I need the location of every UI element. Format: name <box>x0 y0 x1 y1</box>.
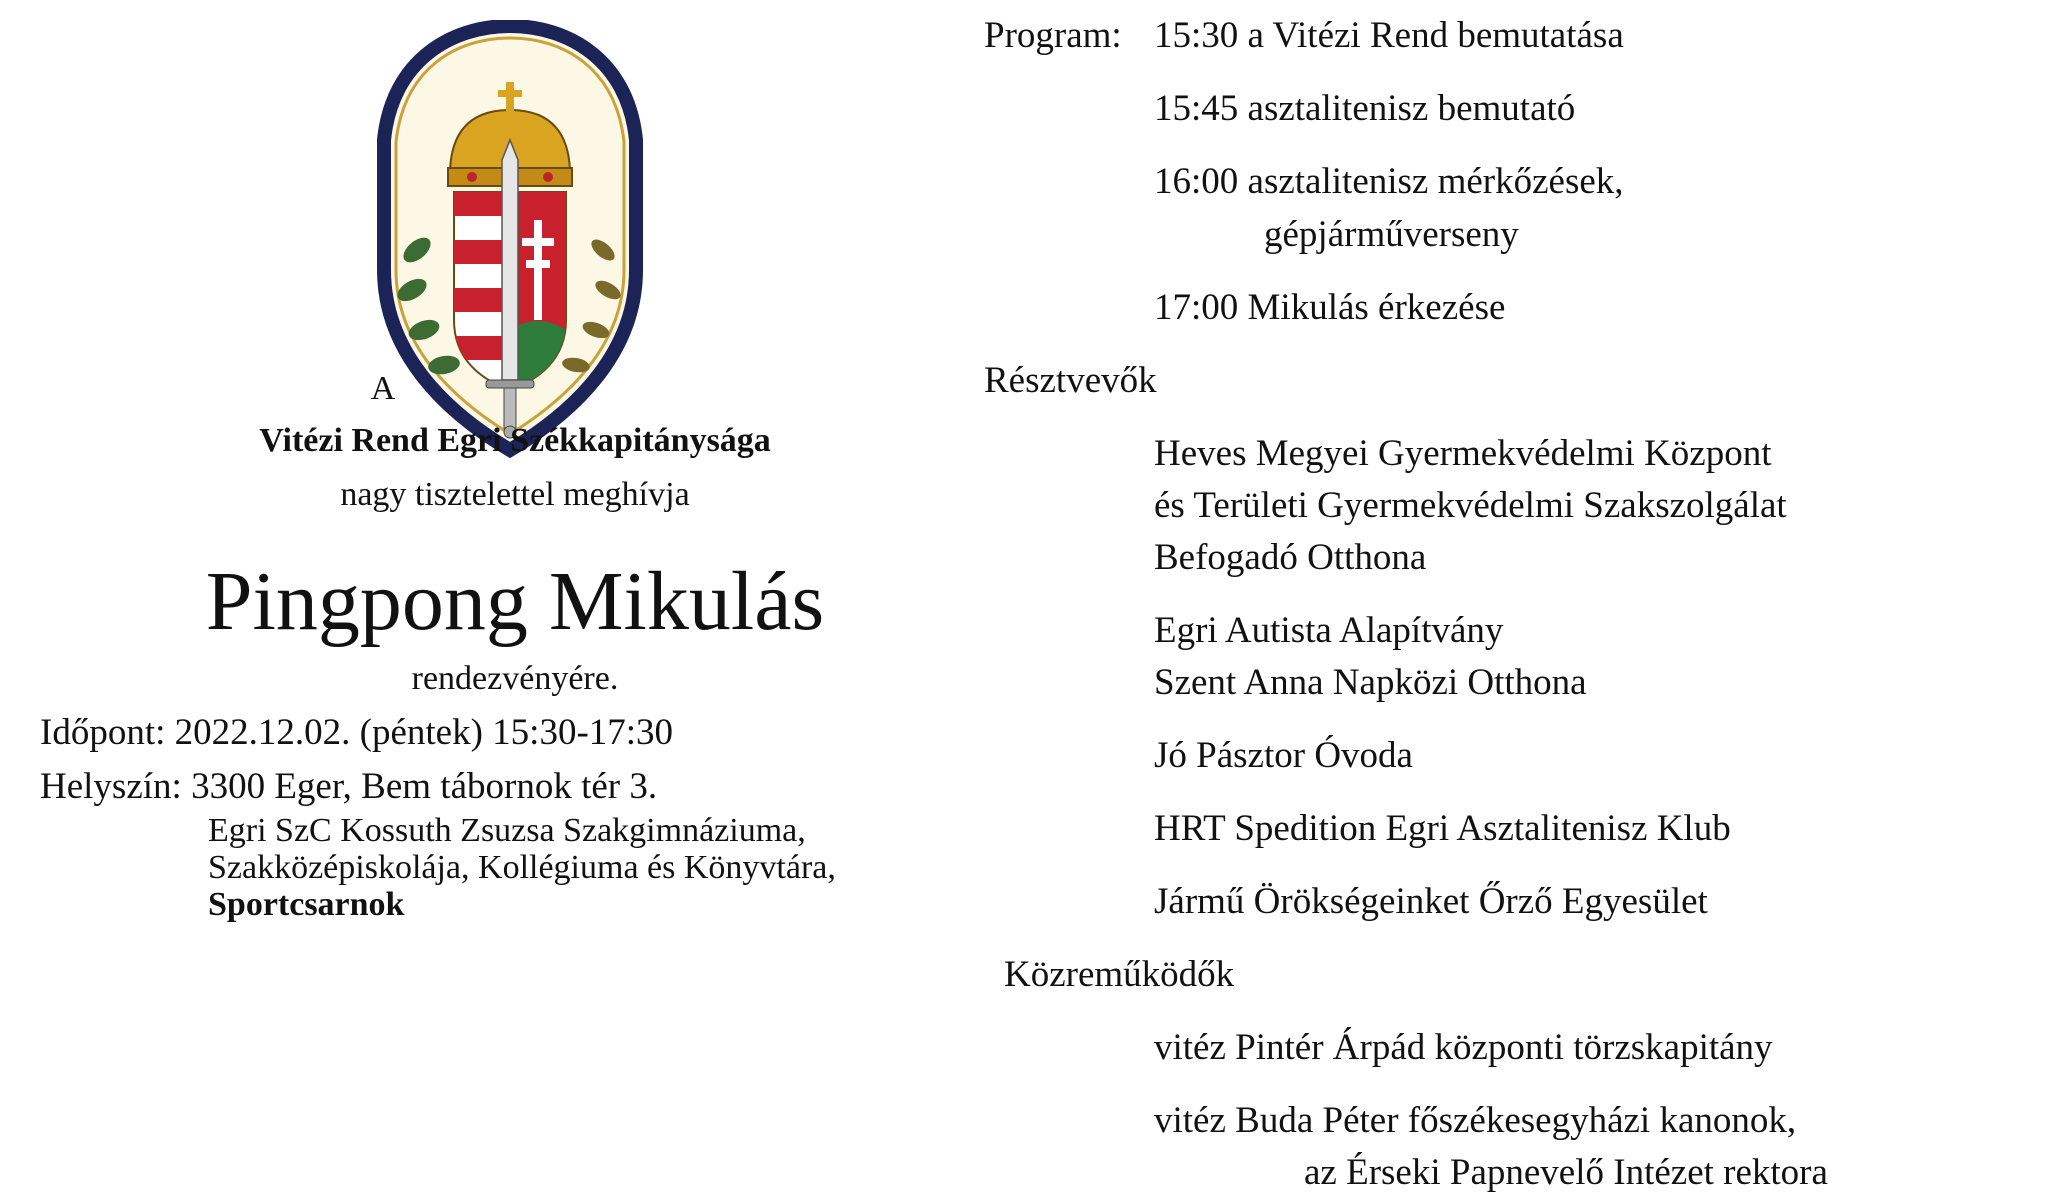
participant-item: Befogadó Otthona <box>1154 537 1427 578</box>
program-item: 17:00 Mikulás érkezése <box>1154 287 1506 328</box>
contributor-item: vitéz Pintér Árpád központi törzskapitány <box>1154 1027 1773 1068</box>
organizer-name: Vitézi Rend Egri Székkapitánysága <box>259 422 771 459</box>
place-line-3: Szakközépiskolája, Kollégiuma és Könyvtára, <box>208 849 836 886</box>
place-value: 3300 Eger, Bem tábornok tér 3. <box>191 766 658 807</box>
contributor-item: vitéz Buda Péter főszékesegyházi kanonok, <box>1154 1100 1797 1141</box>
participant-item: Szent Anna Napközi Otthona <box>1154 662 1587 703</box>
contributor-item-continuation: az Érseki Papnevelő Intézet rektora <box>1304 1152 1828 1193</box>
program-item: 15:30 a Vitézi Rend bemutatása <box>1154 15 1624 56</box>
participant-item: HRT Spedition Egri Asztalitenisz Klub <box>1154 808 1731 849</box>
participant-item: és Területi Gyermekvédelmi Szakszolgálat <box>1154 485 1787 526</box>
event-title: Pingpong Mikulás <box>205 555 825 648</box>
event-suffix: rendezvényére. <box>411 660 619 697</box>
participant-item: Heves Megyei Gyermekvédelmi Központ <box>1154 433 1772 474</box>
place-line-4: Sportcsarnok <box>208 886 405 923</box>
participants-label: Résztvevők <box>984 360 1157 401</box>
time-label: Időpont: <box>40 712 166 753</box>
participant-item: Egri Autista Alapítvány <box>1154 610 1504 651</box>
invite-line: nagy tisztelettel meghívja <box>340 476 690 513</box>
program-item-continuation: gépjárműverseny <box>1264 214 1519 255</box>
place-line-2: Egri SzC Kossuth Zsuzsa Szakgimnáziuma, <box>208 812 806 849</box>
time-value: 2022.12.02. (péntek) 15:30-17:30 <box>174 712 674 753</box>
time-row <box>40 714 673 751</box>
place-row <box>40 768 657 805</box>
program-item: 15:45 asztalitenisz bemutató <box>1154 88 1576 129</box>
participant-item: Jármű Örökségeinket Őrző Egyesület <box>1154 881 1708 922</box>
program-label: Program: <box>984 15 1122 56</box>
contributors-label: Közreműködők <box>1004 954 1235 995</box>
article-text: A <box>370 370 396 407</box>
program-item: 16:00 asztalitenisz mérkőzések, <box>1154 161 1624 202</box>
place-label: Helyszín: <box>40 766 182 807</box>
participant-item: Jó Pásztor Óvoda <box>1154 735 1413 776</box>
